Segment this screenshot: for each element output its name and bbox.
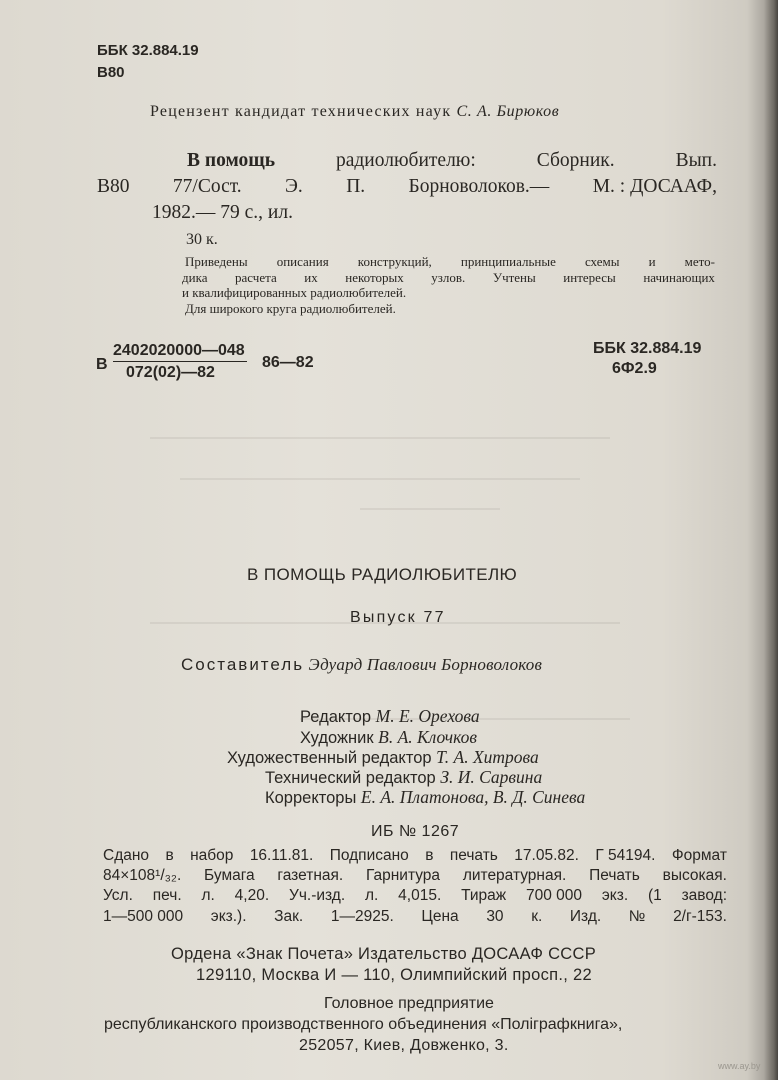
annotation-row-4: Для широкого круга радиолюбителей. (185, 300, 396, 316)
reviewer-line (150, 103, 559, 121)
biblio-line-3: 1982.— 79 с., ил. (152, 202, 293, 223)
printer-line-1: Головное предприятие (324, 995, 494, 1012)
credit-tech-editor (265, 767, 542, 788)
price-label: 30 к. (186, 231, 218, 248)
biblio-title-bold: В помощь (187, 150, 276, 171)
annotation-word: описания (276, 254, 329, 269)
printer-line-2: республиканского производственного объединения «Поліграфкнига», (104, 1016, 623, 1033)
annotation-word: Учтены (492, 269, 536, 285)
imprint-word: 16.11.81. (249, 847, 314, 864)
imprint-word: Формат (671, 847, 727, 864)
biblio-word: П. (346, 176, 366, 197)
imprint-word: газетная. (277, 867, 344, 885)
imprint-word: экз. (601, 887, 629, 905)
biblio-line-1 (97, 148, 717, 174)
compiler-name: Эдуард Павлович Борноволоков (308, 655, 543, 674)
bibliographic-record (97, 148, 717, 226)
biblio-word: В80 (97, 176, 130, 197)
imprint-word: экз.). (210, 907, 247, 925)
credit-role: Технический редактор (265, 769, 436, 787)
credit-proofreaders (265, 787, 585, 808)
annotation-word: начинающих (643, 269, 715, 285)
credit-name: М. Е. Орехова (375, 706, 480, 726)
biblio-word: радиолюбителю: (335, 150, 476, 171)
show-through-line (180, 478, 580, 480)
annotation-word: узлов. (431, 269, 466, 285)
imprint-word: 1—500 000 (103, 907, 184, 925)
credit-role: Редактор (300, 708, 372, 726)
imprint-row-2 (103, 866, 727, 886)
imprint-word: Тираж (461, 887, 507, 905)
fraction-denominator: 072(02)—82 (126, 364, 215, 381)
publisher-line-1: Ордена «Знак Почета» Издательство ДОСААФ СССР (171, 945, 597, 963)
annotation-word: Приведены (185, 254, 248, 269)
imprint-word: печ. (152, 887, 182, 905)
bbk-index-top: ББК 32.884.19 (97, 42, 199, 59)
imprint-word: литературная. (462, 867, 567, 885)
imprint-word: в (425, 847, 434, 864)
imprint-word: Печать (589, 867, 640, 885)
annotation-row-1 (185, 254, 715, 270)
imprint-row-4 (103, 907, 727, 927)
annotation-word: принципиальные (460, 254, 556, 269)
imprint-word: Зак. (274, 907, 304, 925)
imprint-word: набор (190, 847, 234, 864)
credit-role: Художник (300, 729, 374, 747)
imprint-word: 4,015. (398, 887, 442, 905)
imprint-word: Г 54194. (595, 847, 656, 864)
printer-line-3: 252057, Киев, Довженко, 3. (299, 1037, 509, 1054)
biblio-word: 77/Сост. (172, 176, 242, 197)
biblio-word: Сборник. (536, 150, 615, 171)
imprint-word: Гарнитура (365, 867, 441, 885)
imprint-word: 4,20. (234, 887, 270, 905)
bbk-code-right: 6Ф2.9 (612, 360, 657, 377)
imprint-word: 17.05.82. (514, 847, 579, 864)
biblio-word: Борноволоков.— (408, 176, 550, 197)
credit-name: В. А. Клочков (378, 727, 478, 747)
site-watermark: www.ay.by (718, 1061, 761, 1071)
credit-role: Художественный редактор (227, 749, 432, 767)
imprint-word: завод: (681, 887, 727, 905)
annotation-word: дика (182, 269, 208, 285)
reviewer-label: Рецензент кандидат технических наук (150, 103, 452, 120)
annotation-word: и (648, 254, 656, 269)
imprint-word: Сдано (103, 847, 150, 864)
show-through-line (360, 508, 500, 510)
issue-number: Выпуск 77 (350, 609, 446, 626)
credit-name: Е. А. Платонова, В. Д. Синева (360, 787, 586, 807)
imprint-word: к. (531, 907, 543, 925)
annotation-word: конструкций, (357, 254, 432, 269)
imprint-word: 2/г-153. (673, 907, 727, 925)
imprint-word: Изд. (569, 907, 602, 925)
credit-role: Корректоры (265, 789, 357, 807)
imprint-word: Бумага (204, 867, 255, 885)
imprint-word: № (628, 907, 646, 925)
credit-artist (300, 727, 477, 748)
annotation-word: мето- (684, 254, 715, 269)
credit-editor (300, 706, 480, 727)
imprint-word: Цена (421, 907, 459, 925)
ib-number: ИБ № 1267 (371, 823, 460, 840)
imprint-word: Подписано (329, 847, 409, 864)
imprint-word: 30 (486, 907, 504, 925)
fraction-suffix: 86—82 (262, 354, 314, 371)
imprint-word: высокая. (662, 867, 727, 885)
imprint-word: л. (201, 887, 215, 905)
biblio-word: Вып. (675, 150, 717, 171)
compiler-label: Составитель (181, 655, 305, 674)
biblio-word: М. : ДОСААФ, (592, 176, 717, 197)
bbk-index-right: ББК 32.884.19 (593, 340, 702, 357)
book-spine-shadow (764, 0, 778, 1080)
author-code-top: В80 (97, 64, 125, 81)
credit-art-editor (227, 747, 539, 768)
imprint-word: (1 (647, 887, 662, 905)
imprint-word: 700 000 (525, 887, 583, 905)
annotation-word: интересы (563, 269, 616, 285)
imprint-word: в (165, 847, 174, 864)
imprint-word: Усл. (103, 887, 133, 905)
show-through-line (150, 437, 610, 439)
annotation-row-2 (182, 270, 715, 286)
credit-name: Т. А. Хитрова (436, 747, 539, 767)
credit-name: З. И. Сарвина (440, 767, 543, 787)
imprint-word: 1—2925. (330, 907, 394, 925)
compiler-line (181, 655, 542, 675)
imprint-word: л. (364, 887, 379, 905)
imprint-row-1 (103, 846, 727, 866)
reviewer-name: С. А. Бирюков (456, 103, 560, 120)
biblio-line-2 (97, 174, 717, 200)
biblio-word: Э. (285, 176, 303, 197)
imprint-word: Уч.-изд. (288, 887, 346, 905)
imprint-word: печать (449, 847, 498, 864)
fraction-numerator: 2402020000—048 (113, 342, 247, 362)
imprint-word: 84×108¹/₃₂. (103, 867, 182, 885)
annotation-word: некоторых (345, 269, 404, 285)
imprint-block (103, 846, 727, 927)
publisher-line-2: 129110, Москва И — 110, Олимпийский просп., 22 (196, 966, 592, 984)
book-title: В ПОМОЩЬ РАДИОЛЮБИТЕЛЮ (247, 565, 518, 584)
annotation-word: расчета (235, 269, 277, 285)
annotation-row-3: и квалифицированных радиолюбителей. (182, 285, 407, 300)
annotation-word: их (304, 269, 318, 285)
imprint-row-3 (103, 886, 727, 906)
fraction-prefix: В (96, 356, 108, 373)
annotation (182, 254, 715, 316)
annotation-word: схемы (584, 254, 620, 269)
